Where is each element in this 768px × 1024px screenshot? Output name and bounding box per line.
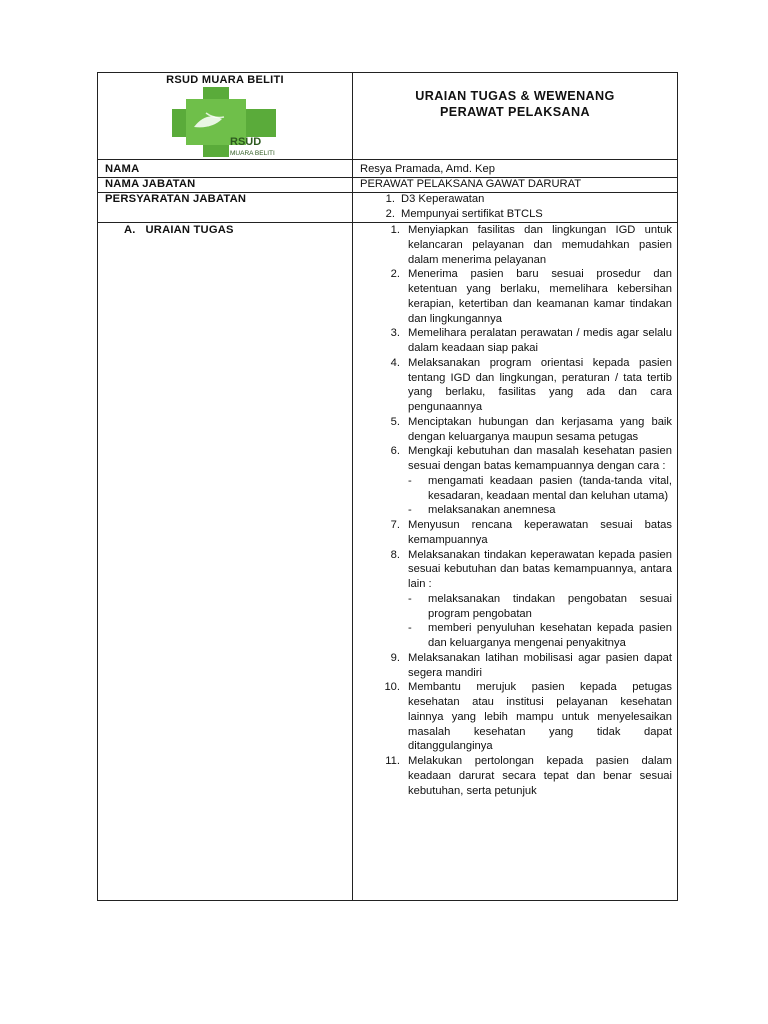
requirement-number: 2. xyxy=(385,208,395,220)
requirement-text: D3 Keperawatan xyxy=(401,193,485,205)
dash-bullet: - xyxy=(408,622,412,635)
task-subitem xyxy=(408,592,672,622)
task-number: 7. xyxy=(390,519,400,531)
persyaratan-label: PERSYARATAN JABATAN xyxy=(105,193,247,205)
task-list xyxy=(360,223,672,798)
task-item xyxy=(360,356,672,415)
task-item xyxy=(360,415,672,445)
task-text: Membantu merujuk pasien kepada petugas kesehatan atau institusi pelayanan kesehatan lainnya yang lebih mampu untuk menyelesaikan masalah kesehatan yang tidak dapat ditanggulanginya xyxy=(408,681,672,753)
row-divider xyxy=(98,159,677,160)
task-subitem-text: melaksanakan anemnesa xyxy=(428,504,556,517)
task-subitem-text: mengamati keadaan pasien (tanda-tanda vital, kesadaran, keadaan mental dan keluhan utama) xyxy=(428,474,672,502)
requirement-number: 1. xyxy=(385,193,395,205)
title-line-1: URAIAN TUGAS & WEWENANG xyxy=(415,89,615,103)
job-description-table xyxy=(97,72,678,901)
task-number: 10. xyxy=(384,681,400,694)
task-item xyxy=(360,326,672,356)
dash-bullet: - xyxy=(408,504,412,517)
logo-text-sub: MUARA BELITI xyxy=(230,150,275,157)
task-text: Melaksanakan latihan mobilisasi agar pasien dapat segera mandiri xyxy=(408,651,672,679)
task-text: Memelihara peralatan perawatan / medis agar selalu dalam keadaan siap pakai xyxy=(408,327,672,354)
task-subitem-text: memberi penyuluhan kesehatan kepada pasien dan keluarganya mengenai penyakitnya xyxy=(428,622,672,649)
task-text: Melakukan pertolongan kepada pasien dalam keadaan darurat secara tepat dan benar sesuai kebutuhan, serta petunjuk xyxy=(408,755,672,797)
task-item xyxy=(360,754,672,798)
task-number: 1. xyxy=(390,224,400,236)
logo-text-main: RSUD xyxy=(230,136,262,148)
nama-value: Resya Pramada, Amd. Kep xyxy=(360,163,495,175)
nama-label: NAMA xyxy=(105,163,140,175)
section-label: A. URAIAN TUGAS xyxy=(124,224,234,236)
requirement-item xyxy=(360,208,543,220)
task-item xyxy=(360,548,672,651)
task-subitem xyxy=(408,621,672,651)
task-subitem xyxy=(408,474,672,504)
task-number: 4. xyxy=(390,356,400,369)
jabatan-label: NAMA JABATAN xyxy=(105,178,196,190)
task-subitem xyxy=(408,503,672,518)
task-text: Menciptakan hubungan dan kerjasama yang baik dengan keluarganya maupun sesama petugas xyxy=(408,415,672,443)
task-number: 2. xyxy=(390,268,400,281)
task-text: Mengkaji kebutuhan dan masalah kesehatan pasien sesuai dengan batas kemampuannya dengan cara : xyxy=(408,445,672,472)
task-item xyxy=(360,518,672,548)
task-text: Menerima pasien baru sesuai prosedur dan ketentuan yang berlaku, memelihara kebersihan kerapian, ketertiban dan keamanan kamar tindakan dan lingkungannya xyxy=(408,268,672,325)
task-text: Melaksanakan program orientasi kepada pasien tentang IGD dan lingkungan, peraturan / tata tertib yang berlaku, fasilitas yang ada dan cara pengunaannya xyxy=(408,356,672,413)
task-item xyxy=(360,444,672,518)
requirement-item xyxy=(360,193,484,205)
task-subitems xyxy=(408,592,672,651)
hospital-logo xyxy=(168,87,288,159)
task-subitems xyxy=(408,474,672,518)
column-divider xyxy=(352,73,353,900)
task-number: 6. xyxy=(390,445,400,458)
task-number: 11. xyxy=(385,755,400,767)
task-item xyxy=(360,267,672,326)
org-name: RSUD MUARA BELITI xyxy=(166,74,284,86)
task-number: 5. xyxy=(390,415,400,428)
dash-bullet: - xyxy=(408,474,412,487)
task-text: Menyiapkan fasilitas dan lingkungan IGD untuk kelancaran pelayanan dan memudahkan pasien dalam menerima pelayanan xyxy=(408,224,672,266)
task-number: 3. xyxy=(390,327,400,340)
dash-bullet: - xyxy=(408,592,412,605)
task-item xyxy=(360,223,672,267)
task-subitem-text: melaksanakan tindakan pengobatan sesuai program pengobatan xyxy=(428,592,672,620)
task-text: Melaksanakan tindakan keperawatan kepada pasien sesuai kebutuhan dan batas kemampuannya, antara lain : xyxy=(408,548,672,590)
task-text: Menyusun rencana keperawatan sesuai batas kemampuannya xyxy=(408,519,672,546)
task-item xyxy=(360,651,672,681)
title-line-2: PERAWAT PELAKSANA xyxy=(439,105,590,119)
task-item xyxy=(360,680,672,754)
requirement-text: Mempunyai sertifikat BTCLS xyxy=(401,208,543,220)
task-number: 8. xyxy=(390,548,400,561)
document-title xyxy=(353,88,677,120)
jabatan-value: PERAWAT PELAKSANA GAWAT DARURAT xyxy=(360,178,582,190)
task-number: 9. xyxy=(390,651,400,664)
